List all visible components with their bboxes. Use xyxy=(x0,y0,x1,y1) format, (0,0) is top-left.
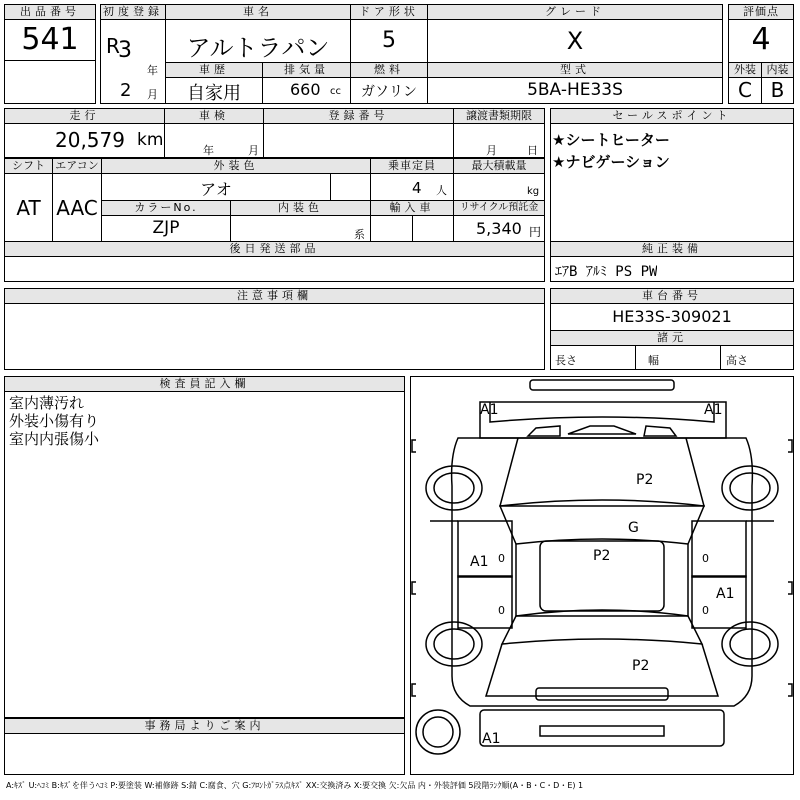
exterior-grade: C xyxy=(738,78,752,102)
registration-year: 3 xyxy=(118,38,132,63)
transfer-day-unit: 日 xyxy=(527,144,538,157)
interior-color-unit: 系 xyxy=(354,228,365,241)
registration-number-label: 登録番号 xyxy=(263,108,454,124)
transfer-deadline-label: 譲渡書類期限 xyxy=(453,108,545,124)
inspection-month-unit: 月 xyxy=(248,144,259,157)
office-notice-label: 事務局よりご案内 xyxy=(4,718,405,734)
inspector-note-line: 外装小傷有り xyxy=(9,412,100,430)
interior-color-label: 内装色 xyxy=(230,200,371,216)
inspector-notes-label: 検査員記入欄 xyxy=(4,376,405,392)
office-notice-cell xyxy=(4,733,405,775)
width-label: 幅 xyxy=(648,354,659,367)
capacity: 4 xyxy=(412,179,422,197)
displacement-unit: cc xyxy=(330,86,341,97)
mark-left-door: A1 xyxy=(470,554,489,570)
svg-text:0: 0 xyxy=(498,552,505,565)
exterior-color-extra-cell xyxy=(330,173,371,201)
import-label: 輸入車 xyxy=(370,200,454,216)
mileage-label: 走行 xyxy=(4,108,165,124)
import-cell-right xyxy=(412,215,454,242)
door-count: 5 xyxy=(382,28,396,53)
capacity-unit: 人 xyxy=(436,184,447,197)
max-load-unit: kg xyxy=(527,186,540,197)
equipment-label: 純正装備 xyxy=(550,241,794,257)
car-name: アルトラパン xyxy=(186,34,330,62)
car-outline xyxy=(412,380,792,754)
model-code: 5BA-HE33S xyxy=(527,80,623,100)
sales-points-label: セールスポイント xyxy=(550,108,794,124)
sales-point-item: ★ナビゲーション xyxy=(552,153,670,171)
color-number: ZJP xyxy=(152,218,180,238)
inspection-year-unit: 年 xyxy=(203,144,214,157)
ac: AAC xyxy=(56,196,98,220)
capacity-label: 乗車定員 xyxy=(370,158,454,174)
month-unit: 月 xyxy=(147,88,158,101)
svg-text:0: 0 xyxy=(498,604,505,617)
interior-color-cell xyxy=(230,215,371,242)
mileage-unit: km xyxy=(137,130,164,150)
car-name-label: 車名 xyxy=(165,4,351,20)
max-load-label: 最大積載量 xyxy=(453,158,545,174)
registration-number-cell xyxy=(263,123,454,158)
grade-label: グレード xyxy=(427,4,723,20)
shift: AT xyxy=(16,196,41,220)
fuel: ガソリン xyxy=(361,84,417,100)
later-parts-cell xyxy=(4,256,545,282)
mark-front-left: A1 xyxy=(480,402,499,418)
lot-number: 541 xyxy=(21,22,79,57)
notes-label: 注意事項欄 xyxy=(4,288,545,304)
ac-label: エアコン xyxy=(52,158,102,174)
sales-point-item: ★シートヒーター xyxy=(552,131,670,149)
fuel-label: 燃料 xyxy=(350,62,428,78)
mark-roof-front: P2 xyxy=(636,472,654,488)
displacement-label: 排気量 xyxy=(262,62,351,78)
mark-cabin: P2 xyxy=(593,548,611,564)
era: R xyxy=(106,34,120,58)
mark-front-right: A1 xyxy=(704,402,723,418)
import-cell-left xyxy=(370,215,413,242)
first-registration-label: 初度登録 xyxy=(100,4,166,20)
specs-label: 諸元 xyxy=(550,330,794,346)
interior-grade-label: 内装 xyxy=(761,62,794,78)
exterior-color: アオ xyxy=(200,180,232,199)
model-label: 型式 xyxy=(427,62,723,78)
door-label: ドア形状 xyxy=(350,4,428,20)
notes-cell xyxy=(4,303,545,370)
history: 自家用 xyxy=(187,83,241,104)
score: 4 xyxy=(751,22,771,57)
inspector-note-line: 室内内張傷小 xyxy=(9,430,100,448)
interior-grade: B xyxy=(770,78,785,102)
inspection-label: 車検 xyxy=(164,108,264,124)
mark-glass: G xyxy=(628,520,639,536)
mark-bottom: A1 xyxy=(482,731,501,747)
mark-rear: P2 xyxy=(632,658,650,674)
color-number-label: カラーNo. xyxy=(101,200,231,216)
recycle-fee: 5,340 xyxy=(476,219,522,238)
equipment-list: ｴｱB ｱﾙﾐ PS PW xyxy=(555,264,658,280)
lot-blank-cell xyxy=(4,60,96,104)
recycle-fee-label: リサイクル預託金 xyxy=(453,200,545,216)
registration-month: 2 xyxy=(120,80,132,101)
transfer-month-unit: 月 xyxy=(486,144,497,157)
mark-right-door: A1 xyxy=(716,586,735,602)
svg-text:0: 0 xyxy=(702,604,709,617)
car-damage-diagram xyxy=(410,376,794,775)
later-parts-label: 後日発送部品 xyxy=(4,241,545,257)
inspector-note-line: 室内薄汚れ xyxy=(9,394,85,412)
history-label: 車歴 xyxy=(165,62,263,78)
exterior-grade-label: 外装 xyxy=(728,62,762,78)
lot-label: 出品番号 xyxy=(4,4,96,20)
legend-text: A:ｷｽﾞ U:ﾍｺﾐ B:ｷｽﾞを伴うﾍｺﾐ P:要塗装 W:補修跡 S:錆 C:腐食、穴 G:ﾌﾛﾝﾄｶﾞﾗｽ点ｷｽﾞ XX:交換済み X:要交換 欠:欠品 内・外装評価 5段階ﾗﾝｸ順(A・B・C・D・E) 1 xyxy=(6,781,584,790)
chassis-number: HE33S-309021 xyxy=(612,307,732,326)
length-label: 長さ xyxy=(555,354,577,367)
shift-label: シフト xyxy=(4,158,53,174)
recycle-fee-unit: 円 xyxy=(529,225,542,239)
mileage: 20,579 xyxy=(55,128,125,152)
year-unit: 年 xyxy=(147,64,158,77)
height-label: 高さ xyxy=(726,354,748,367)
grade: X xyxy=(566,27,584,55)
exterior-color-label: 外装色 xyxy=(101,158,371,174)
svg-text:0: 0 xyxy=(702,552,709,565)
displacement: 660 xyxy=(290,80,321,99)
score-label: 評価点 xyxy=(728,4,794,20)
chassis-number-label: 車台番号 xyxy=(550,288,794,304)
